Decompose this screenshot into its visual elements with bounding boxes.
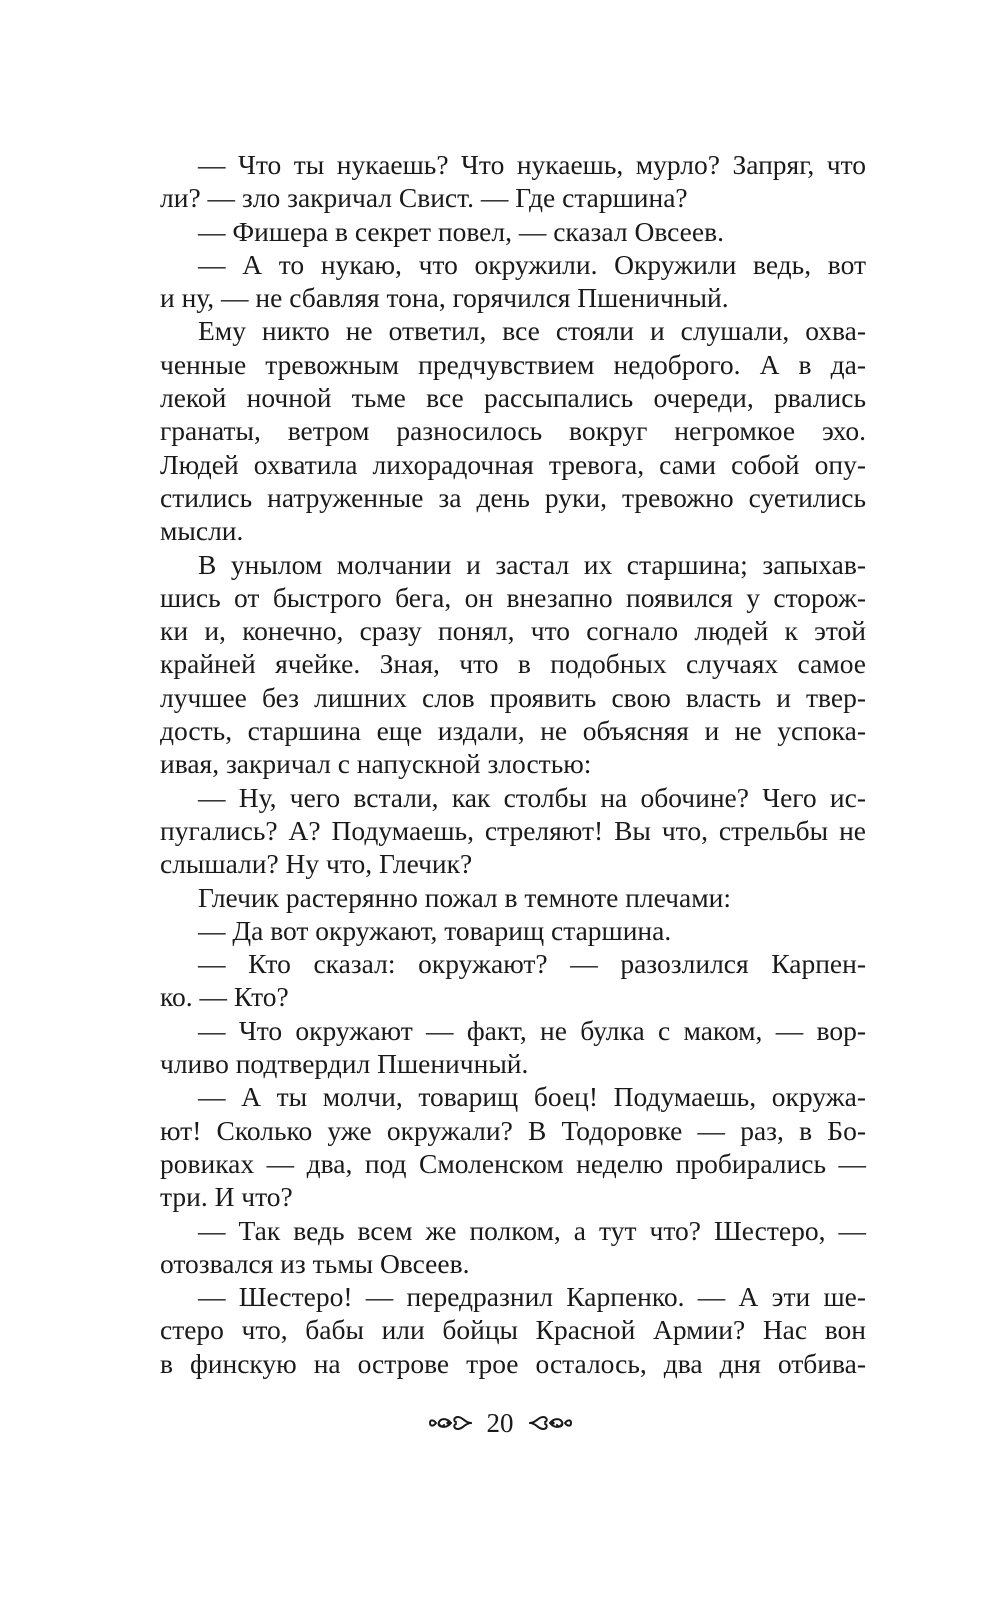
page-footer xyxy=(0,1403,1000,1443)
text-line: в финскую на острове трое осталось, два дня отбива- xyxy=(160,1347,866,1379)
text-line: дость, старшина еще издали, не объясняя и не успока- xyxy=(160,715,866,747)
text-line: ивая, закричал с напускной злостью: xyxy=(160,748,592,780)
text-line: — Что окружают — факт, не булка с маком, — вор- xyxy=(198,1014,866,1046)
body-text xyxy=(160,148,866,1380)
text-line: — Шестеро! — передразнил Карпенко. — А эти ше- xyxy=(198,1281,866,1313)
text-line: слышали? Ну что, Глечик? xyxy=(160,848,473,880)
text-line: гранаты, ветром разносилось вокруг негромкое эхо. xyxy=(160,415,866,447)
text-line: ют! Сколько уже окружали? В Тодоровке — раз, в Бо- xyxy=(160,1114,866,1146)
text-line: Глечик растерянно пожал в темноте плечами: xyxy=(198,881,731,913)
text-line: стеро что, бабы или бойцы Красной Армии? Нас вон xyxy=(160,1314,866,1346)
text-line: стились натруженные за день руки, тревожно суетились xyxy=(160,481,866,513)
text-line: ки и, конечно, сразу понял, что согнало людей к этой xyxy=(160,615,866,647)
text-line: ли? — зло закричал Свист. — Где старшина? xyxy=(160,182,688,214)
text-line: отозвался из тьмы Овсеев. xyxy=(160,1247,470,1279)
text-line: — Ну, чего встали, как столбы на обочине? Чего ис- xyxy=(198,781,866,813)
text-line: ченные тревожным предчувствием недоброго. А в да- xyxy=(160,348,866,380)
text-line: — Да вот окружают, товарищ старшина. xyxy=(198,914,672,946)
text-line: крайней ячейке. Зная, что в подобных случаях самое xyxy=(160,648,866,680)
text-line: — А то нукаю, что окружили. Окружили ведь, вот xyxy=(198,248,866,280)
text-line: — А ты молчи, товарищ боец! Подумаешь, окружа- xyxy=(198,1081,866,1113)
text-line: лучшее без лишних слов проявить свою власть и твер- xyxy=(160,681,866,713)
text-line: В унылом молчании и застал их старшина; запыхав- xyxy=(198,548,866,580)
text-line: шись от быстрого бега, он внезапно появился у сторож- xyxy=(160,581,866,613)
text-line: Ему никто не ответил, все стояли и слушали, охва- xyxy=(198,315,866,347)
text-line: мысли. xyxy=(160,515,244,547)
text-line: лекой ночной тьме все рассыпались очереди, рвались xyxy=(160,382,866,414)
left-ornament-icon xyxy=(427,1412,473,1434)
text-line: ровиках — два, под Смоленском неделю пробирались — xyxy=(160,1147,866,1179)
page-number: 20 xyxy=(486,1408,514,1438)
text-line: три. И что? xyxy=(160,1181,293,1213)
text-line: и ну, — не сбавляя тона, горячился Пшеничный. xyxy=(160,282,729,314)
text-line: ко. — Кто? xyxy=(160,981,289,1013)
text-line: пугались? А? Подумаешь, стреляют! Вы что, стрельбы не xyxy=(160,814,866,846)
text-line: Людей охватила лихорадочная тревога, сами собой опу- xyxy=(160,448,866,480)
text-line: — Что ты нукаешь? Что нукаешь, мурло? Запряг, что xyxy=(198,149,866,180)
text-line: — Кто сказал: окружают? — разозлился Карпен- xyxy=(198,948,866,980)
text-line: чливо подтвердил Пшеничный. xyxy=(160,1048,529,1080)
text-line: — Так ведь всем же полком, а тут что? Шестеро, — xyxy=(198,1214,866,1246)
right-ornament-icon xyxy=(528,1412,574,1434)
text-line: — Фишера в секрет повел, — сказал Овсеев. xyxy=(198,215,724,247)
